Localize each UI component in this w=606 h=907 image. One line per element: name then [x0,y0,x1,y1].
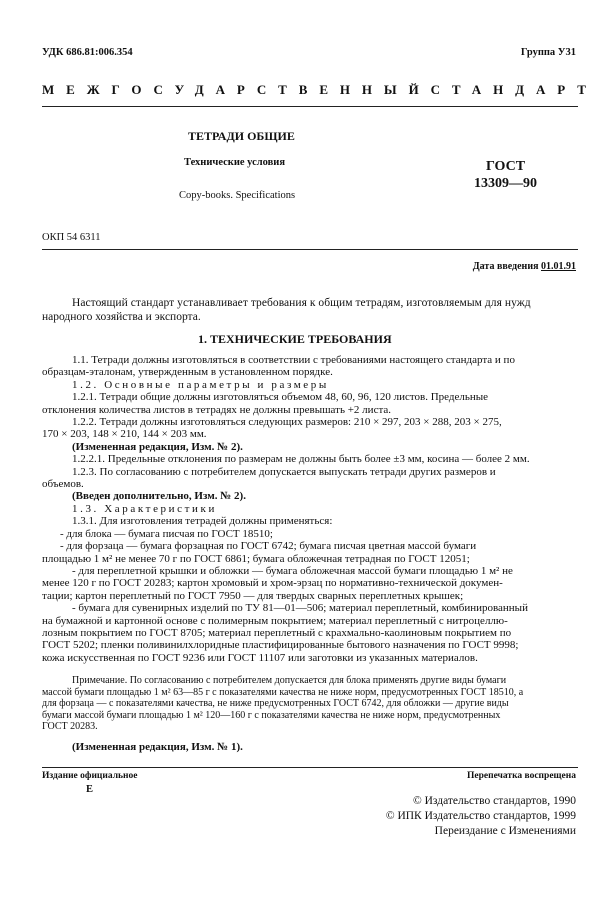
body-line: - бумага для сувенирных изделий по ТУ 81—01—506; материал переплетный, комбинированный [72,602,528,615]
body-line: 1.2.1. Тетради общие должны изготовляться объемом 48, 60, 96, 120 листов. Предельные [72,391,489,404]
date-value: 01.01.91 [541,261,576,272]
footer-divider [42,767,578,768]
copyright-line: © ИПК Издательство стандартов, 1999 [385,810,576,822]
body-line: ГОСТ 5202; пленки поливинилхлоридные пластифицированные бытового назначения по ГОСТ 9998; [42,639,519,652]
body-line: образцам-эталонам, утвержденным в установленном порядке. [42,366,333,379]
body-line: площадью 1 м² не менее 70 г по ГОСТ 6861; бумага обложечная тетрадная по ГОСТ 12051; [42,552,470,565]
udk-code: УДК 686.81:006.354 [42,47,133,58]
document-title: ТЕТРАДИ ОБЩИЕ [188,129,295,143]
gost-label: ГОСТ [486,159,526,174]
body-line: - для переплетной крышки и обложки — бумага обложечная массой бумаги площадью 1 м² не [72,564,513,577]
copyright-line: © Издательство стандартов, 1990 [412,795,576,807]
body-line: - для блока — бумага писчая по ГОСТ 18510; [60,527,273,540]
section-title: 1. ТЕХНИЧЕСКИЕ ТРЕБОВАНИЯ [198,332,392,346]
body-line: 1.3. Характеристики [72,502,217,515]
body-line: кожа искусственная по ГОСТ 9236 или ГОСТ 11107 или заготовки из указанных материалов. [42,651,478,664]
body-line: отклонения количества листов в тетрадях не должны превышать +2 листа. [42,403,392,416]
body-line: 1.2. Основные параметры и размеры [72,378,329,391]
effective-date [473,261,576,272]
body-line: 1.2.2. Тетради должны изготовляться следующих размеров: 210 × 297, 203 × 288, 203 × 275, [72,416,502,429]
banner-left: МЕЖГОСУДАРСТВЕННЫЙ [42,82,431,97]
note-line: бумаги массой бумаги площадью 1 м² 120—160 г с показателями качества не ниже норм, предусмотренных [42,709,501,721]
note-line: Примечание. По согласованию с потребителем допускается для блока применять другие виды бумаги [72,675,507,686]
note-line: массой бумаги площадью 1 м² 63—85 г с показателями качества не ниже норм, предусмотренных ГОСТ 18510, а [42,686,524,698]
reprint-prohibited: Перепечатка воспрещена [466,771,576,781]
gost-number: 13309—90 [474,176,537,191]
copyright-block [386,794,576,839]
okp-divider [42,249,578,250]
body-line: на бумажной и картонной основе с полимерным покрытием; материал переплетный с нитроцеллю- [42,614,508,627]
okp-code: ОКП 54 6311 [42,232,101,243]
standard-banner [42,82,598,98]
body-line: 1.3.1. Для изготовления тетрадей должны применяться: [72,515,333,528]
intro-paragraph [42,296,579,324]
body-line: - для форзаца — бумага форзацная по ГОСТ 6742; бумага писчая цветная массой бумаги [60,540,477,553]
note-line: ГОСТ 20283. [42,721,98,732]
body-line: объемов. [42,478,84,491]
body-line: 1.2.2.1. Предельные отклонения по размерам не должны быть более ±3 мм, косина — более 2 мм. [72,453,530,466]
banner-right: СТАНДАРТ [430,82,598,97]
body-line: 1.2.3. По согласованию с потребителем допускается выпускать тетради других размеров и [72,465,496,478]
body-line: 1.1. Тетради должны изготовляться в соответствии с требованиями настоящего стандарта и по [72,354,515,366]
date-label: Дата введения [472,261,539,272]
edition-letter: Е [86,784,94,795]
body-line: менее 120 г по ГОСТ 20283; картон хромовый и хром-эрзац по нормативно-технической докумен- [42,577,503,590]
note-amendment: (Измененная редакция, Изм. № 1). [72,741,243,753]
note-block [42,675,579,733]
body-line: 170 × 203, 148 × 210, 144 × 203 мм. [42,428,207,441]
intro-line: народного хозяйства и экспорта. [42,311,201,323]
body-line: тации; картон переплетный по ГОСТ 7950 — для твердых сварных переплетных крышек; [42,589,464,602]
english-title: Copy-books. Specifications [179,190,296,201]
group-code: Группа У31 [520,47,576,58]
official-edition: Издание официальное [42,771,138,781]
top-divider [42,106,578,107]
note-line: для форзаца — с показателями качества, не ниже предусмотренных ГОСТ 6742, для обложки — другие виды [42,698,509,709]
document-subtitle: Технические условия [184,157,286,168]
amendment-note: (Измененная редакция, Изм. № 2). [72,440,243,453]
amendment-note: (Введен дополнительно, Изм. № 2). [72,490,246,503]
body-line: лозным покрытием по ГОСТ 8705; материал переплетный с крахмально-каолиновым покрытием по [42,626,512,639]
reissue-line: Переиздание с Изменениями [434,825,576,837]
requirements-body [42,354,579,664]
intro-line: Настоящий стандарт устанавливает требования к общим тетрадям, изготовляемым для нужд [72,297,531,309]
